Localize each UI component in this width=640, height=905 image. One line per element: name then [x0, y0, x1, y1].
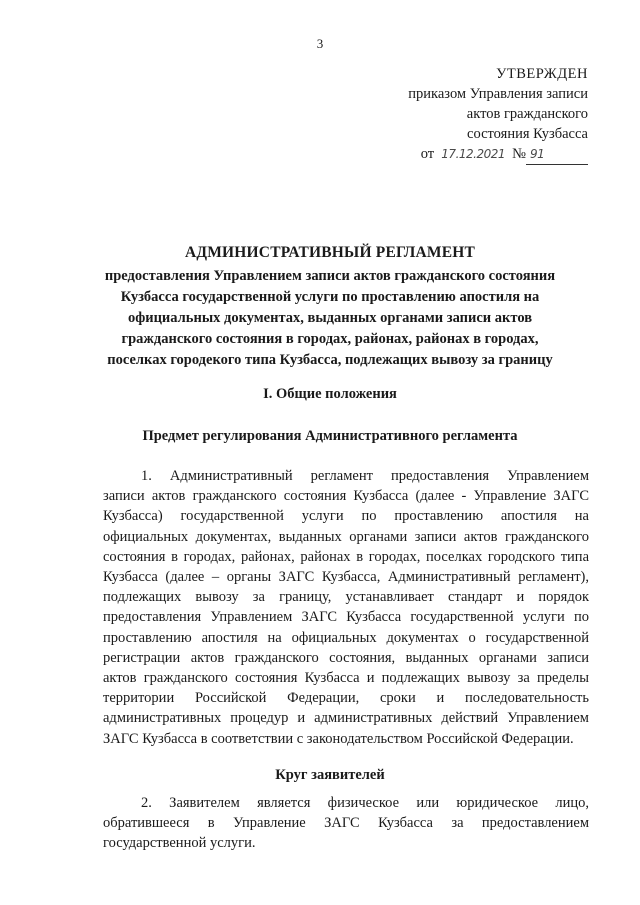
paragraph-line: ЗАГС Кузбасса в соответствии с законодательством Российской Федерации.: [103, 730, 574, 747]
page-number: 3: [316, 36, 324, 51]
title-subtitle-line: поселках городекого типа Кузбасса, подлежащих вывозу за границу: [107, 352, 553, 368]
paragraph-line: территории Российской Федерации, сроки и последовательность: [103, 690, 589, 707]
paragraph-line: 2. Заявителем является физическое или юридическое лицо,: [141, 795, 589, 811]
handwritten-date: 17.12.2021: [441, 147, 506, 161]
subsection-heading: Круг заявителей: [275, 767, 385, 783]
document-title: [70, 244, 590, 371]
paragraph-line: подлежащих вывозу за границу, устанавливает стандарт и порядок: [103, 589, 589, 606]
title-main: АДМИНИСТРАТИВНЫЙ РЕГЛАМЕНТ: [184, 244, 476, 261]
paragraph-line: предоставления Управлением ЗАГС Кузбасса государственной услуги по: [103, 609, 589, 626]
approval-line: приказом Управления записи: [408, 86, 588, 102]
paragraph-2: [103, 793, 589, 854]
paragraph-line: государственной услуги.: [103, 835, 256, 852]
subsection-heading: Предмет регулирования Административного регламента: [142, 428, 518, 444]
section-heading: I. Общие положения: [263, 386, 397, 402]
paragraph-line: 1. Административный регламент предоставления Управлением: [141, 468, 589, 484]
approval-block: [368, 64, 588, 165]
paragraph-line: Кузбасса) государственной услуги по проставлению апостиля на: [103, 508, 589, 525]
title-subtitle-line: Кузбасса государственной услуги по проставлению апостиля на: [120, 289, 540, 305]
approval-line: состояния Кузбасса: [467, 126, 588, 142]
approval-date-line: [368, 144, 588, 165]
approval-line: актов гражданского: [466, 106, 588, 122]
paragraph-line: состояния в городах, районах, районах в городах, поселках городского типа: [103, 548, 589, 565]
handwritten-number: 91: [526, 144, 588, 165]
title-subtitle-line: официальных документах, выданных органами записи актов: [127, 310, 533, 326]
approval-heading: УТВЕРЖДЕН: [496, 66, 588, 82]
paragraph-line: проставлению апостиля на официальных документах о государственной: [103, 629, 589, 646]
paragraph-line: административных процедур и административных действий Управлением: [103, 710, 589, 727]
date-prefix: от: [420, 146, 435, 162]
paragraph-line: регистрации актов гражданского состояния, выданных органами записи: [103, 649, 589, 666]
paragraph-line: обратившееся в Управление ЗАГС Кузбасса за предоставлением: [103, 815, 589, 832]
number-prefix: №: [512, 146, 526, 162]
paragraph-line: Кузбасса (далее – органы ЗАГС Кузбасса, Административный регламент),: [103, 569, 589, 586]
paragraph-1: [103, 466, 589, 749]
paragraph-line: актов гражданского состояния Кузбасса и подлежащих вывозу за пределы: [103, 670, 589, 687]
title-subtitle-line: гражданского состояния в городах, районах, районах в городах,: [121, 331, 539, 347]
paragraph-line: официальных документах, выданных органами записи актов гражданского: [103, 528, 589, 545]
paragraph-line: записи актов гражданского состояния Кузбасса (далее - Управление ЗАГС: [103, 488, 589, 505]
title-subtitle-line: предоставления Управлением записи актов гражданского состояния: [104, 268, 556, 284]
